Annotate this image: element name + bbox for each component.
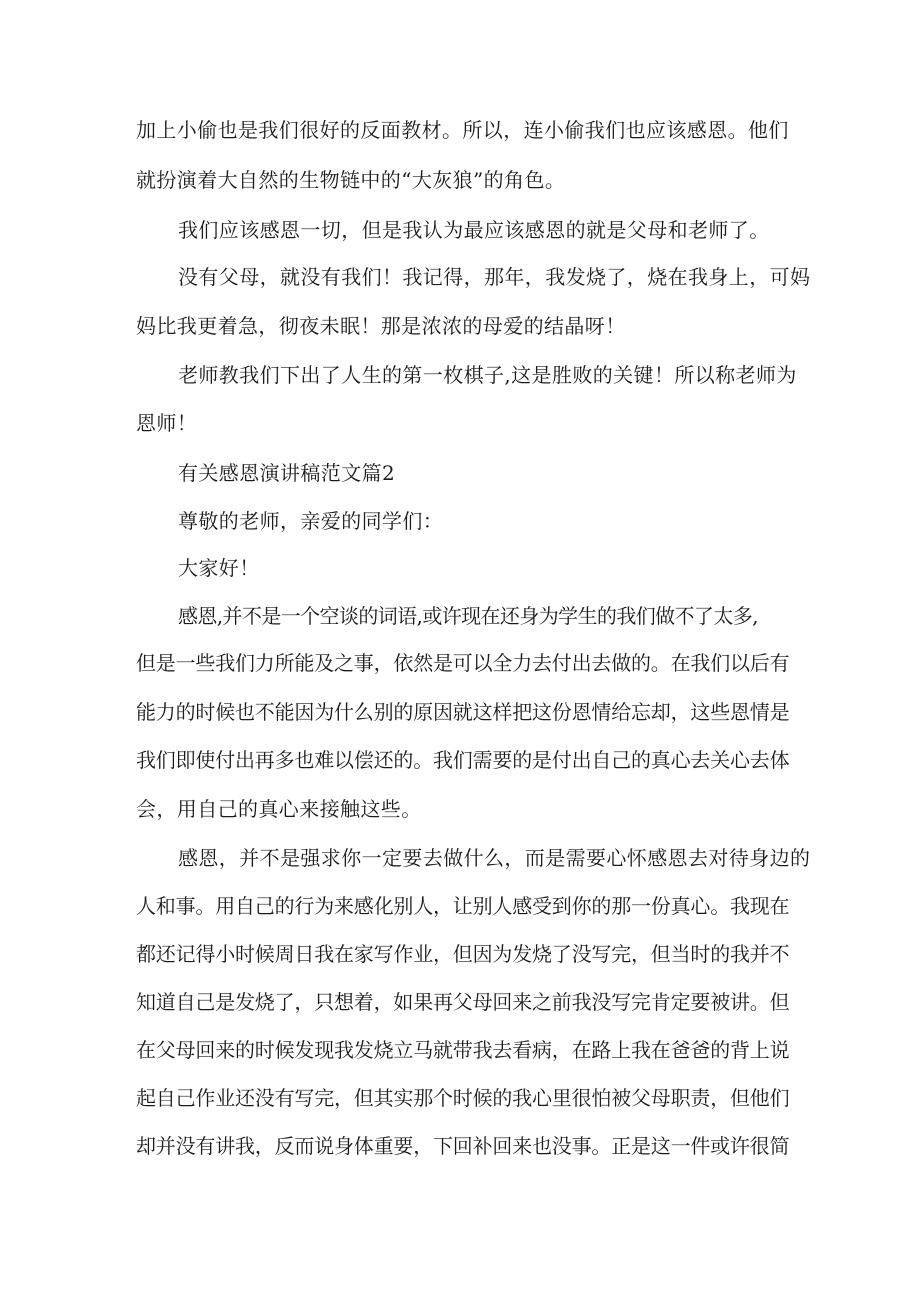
text-line: 会，用自己的真心来接触这些。: [136, 797, 422, 821]
text-line: 感恩,并不是一个空谈的词语,或许现在还身为学生的我们做不了太多,: [178, 604, 758, 628]
text-line: 我们即使付出再多也难以偿还的。我们需要的是付出自己的真心去关心去体: [136, 748, 790, 772]
text-line: 恩师！: [136, 411, 198, 435]
text-line: 尊敬的老师，亲爱的同学们：: [178, 509, 444, 533]
text-line: 感恩，并不是强求你一定要去做什么，而是需要心怀感恩去对待身边的: [178, 846, 811, 870]
text-line: 却并没有讲我，反而说身体重要，下回补回来也没事。正是这一件或许很简: [136, 1134, 790, 1158]
text-line: 人和事。用自己的行为来感化别人，让别人感受到你的那一份真心。我现在: [136, 894, 790, 918]
text-line: 妈比我更着急，彻夜未眠！那是浓浓的母爱的结晶呀！: [136, 314, 626, 338]
section-heading: 有关感恩演讲稿范文篇2: [178, 461, 396, 485]
text-line: 能力的时候也不能因为什么别的原因就这样把这份恩情给忘却，这些恩情是: [136, 700, 790, 724]
text-line: 都还记得小时候周日我在家写作业，但因为发烧了没写完，但当时的我并不: [136, 942, 790, 966]
text-line: 在父母回来的时候发现我发烧立马就带我去看病，在路上我在爸爸的背上说: [136, 1038, 790, 1062]
text-line: 但是一些我们力所能及之事，依然是可以全力去付出去做的。在我们以后有: [136, 651, 790, 675]
text-line: 起自己作业还没有写完，但其实那个时候的我心里很怕被父母职责，但他们: [136, 1086, 790, 1110]
text-line: 知道自己是发烧了，只想着，如果再父母回来之前我没写完肯定要被讲。但: [136, 990, 790, 1014]
text-line: 没有父母，就没有我们！我记得，那年，我发烧了，烧在我身上，可妈: [178, 265, 811, 289]
text-line: 老师教我们下出了人生的第一枚棋子,这是胜败的关键！所以称老师为: [178, 363, 797, 387]
text-line: 我们应该感恩一切，但是我认为最应该感恩的就是父母和老师了。: [178, 218, 770, 242]
text-line: 就扮演着大自然的生物链中的“大灰狼”的角色。: [136, 168, 566, 192]
text-line: 加上小偷也是我们很好的反面教材。所以，连小偷我们也应该感恩。他们: [136, 118, 789, 142]
text-line: 大家好！: [178, 556, 260, 580]
